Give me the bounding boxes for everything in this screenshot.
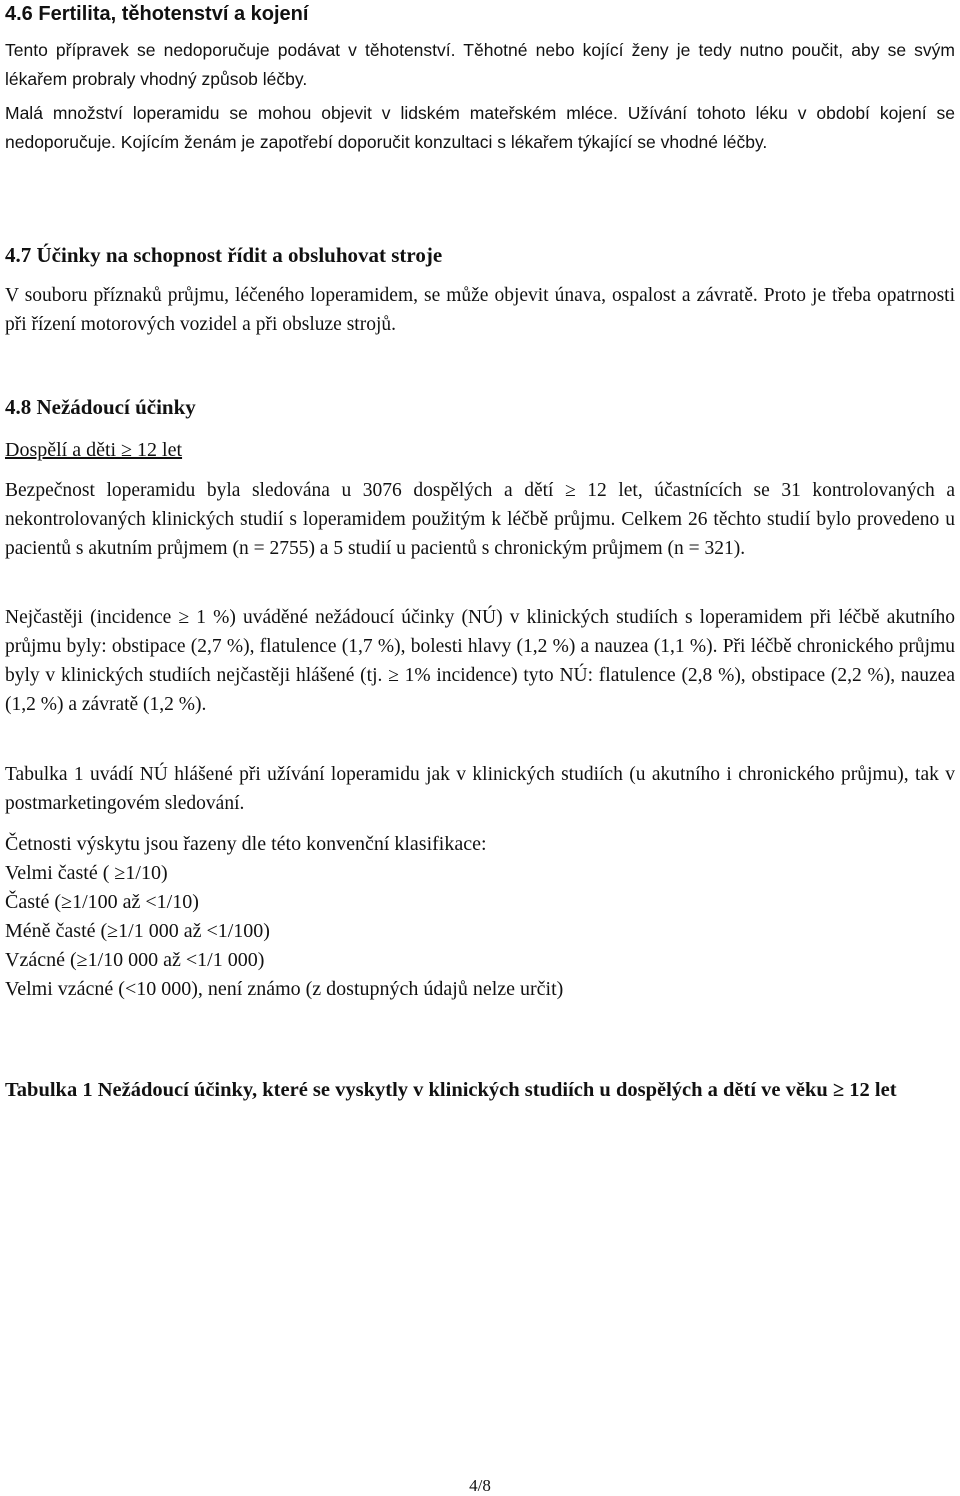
section-4-8-paragraph-3 bbox=[5, 760, 955, 818]
paragraph: Malá množství loperamidu se mohou objevit v lidském mateřském mléce. Užívání tohoto léku v období kojení se nedoporučuje. Kojícím ženám je zapotřebí doporučit konzultaci s lékařem týkající se vhodné léčby. bbox=[5, 103, 955, 152]
frequency-intro: Četnosti výskytu jsou řazeny dle této konvenční klasifikace: bbox=[5, 833, 487, 855]
paragraph: Bezpečnost loperamidu byla sledována u 3076 dospělých a dětí ≥ 12 let, účastnících se 31 kontrolovaných a nekontrolovaných klinických studií s loperamidem použitým k léčbě průjmu. Celkem 26 těchto studií bylo provedeno u pacientů s akutním průjmem (n = 2755) a 5 studií u pacientů s chronickým průjmem (n = 321). bbox=[5, 480, 955, 559]
frequency-line: Velmi vzácné (<10 000), není známo (z dostupných údajů nelze určit) bbox=[5, 978, 564, 1000]
frequency-line: Velmi časté ( ≥1/10) bbox=[5, 862, 168, 884]
frequency-line: Vzácné (≥1/10 000 až <1/1 000) bbox=[5, 949, 265, 971]
paragraph: V souboru příznaků průjmu, léčeného loperamidem, se může objevit únava, ospalost a závratě. Proto je třeba opatrnosti při řízení motorových vozidel a při obsluze strojů. bbox=[5, 285, 955, 335]
section-4-6-paragraph-2 bbox=[5, 99, 955, 157]
paragraph: Tento přípravek se nedoporučuje podávat v těhotenství. Těhotné nebo kojící ženy je tedy nutno poučit, aby se svým lékařem probraly vhodný způsob léčby. bbox=[5, 40, 955, 89]
section-4-7-paragraph bbox=[5, 281, 955, 339]
frequency-line: Méně časté (≥1/1 000 až <1/100) bbox=[5, 920, 270, 942]
frequency-classification bbox=[5, 830, 955, 1004]
page-number: 4/8 bbox=[469, 1476, 491, 1495]
section-heading: 4.8 Nežádoucí účinky bbox=[5, 395, 196, 419]
frequency-line: Časté (≥1/100 až <1/10) bbox=[5, 891, 199, 913]
table-caption bbox=[5, 1076, 955, 1105]
section-heading: 4.7 Účinky na schopnost řídit a obsluhovat stroje bbox=[5, 243, 443, 267]
subsection-heading bbox=[5, 436, 955, 464]
table-caption-text: Tabulka 1 Nežádoucí účinky, které se vyskytly v klinických studiích u dospělých a dětí ve věku ≥ 12 let bbox=[5, 1079, 897, 1101]
section-4-7 bbox=[5, 241, 955, 269]
section-heading: 4.6 Fertilita, těhotenství a kojení bbox=[5, 3, 309, 25]
paragraph: Tabulka 1 uvádí NÚ hlášené při užívání loperamidu jak v klinických studiích (u akutního i chronického průjmu), tak v postmarketingovém sledování. bbox=[5, 764, 955, 814]
section-4-6-paragraph-1 bbox=[5, 36, 955, 94]
section-4-8-paragraph-2 bbox=[5, 603, 955, 719]
section-4-6 bbox=[5, 0, 955, 28]
section-4-8-paragraph-1 bbox=[5, 476, 955, 563]
section-4-8 bbox=[5, 393, 955, 421]
subheading-text: Dospělí a děti ≥ 12 let bbox=[5, 439, 183, 461]
paragraph: Nejčastěji (incidence ≥ 1 %) uváděné nežádoucí účinky (NÚ) v klinických studiích s loperamidem při léčbě akutního průjmu byly: obstipace (2,7 %), flatulence (1,7 %), bolesti hlavy (1,2 %) a nauzea (1,1 %). Při léčbě chronického průjmu byly v klinických studiích nejčastěji hlášené (tj. ≥ 1% incidence) tyto NÚ: flatulence (2,8 %), obstipace (2,2 %), nauzea (1,2 %) a závratě (1,2 %). bbox=[5, 607, 955, 715]
